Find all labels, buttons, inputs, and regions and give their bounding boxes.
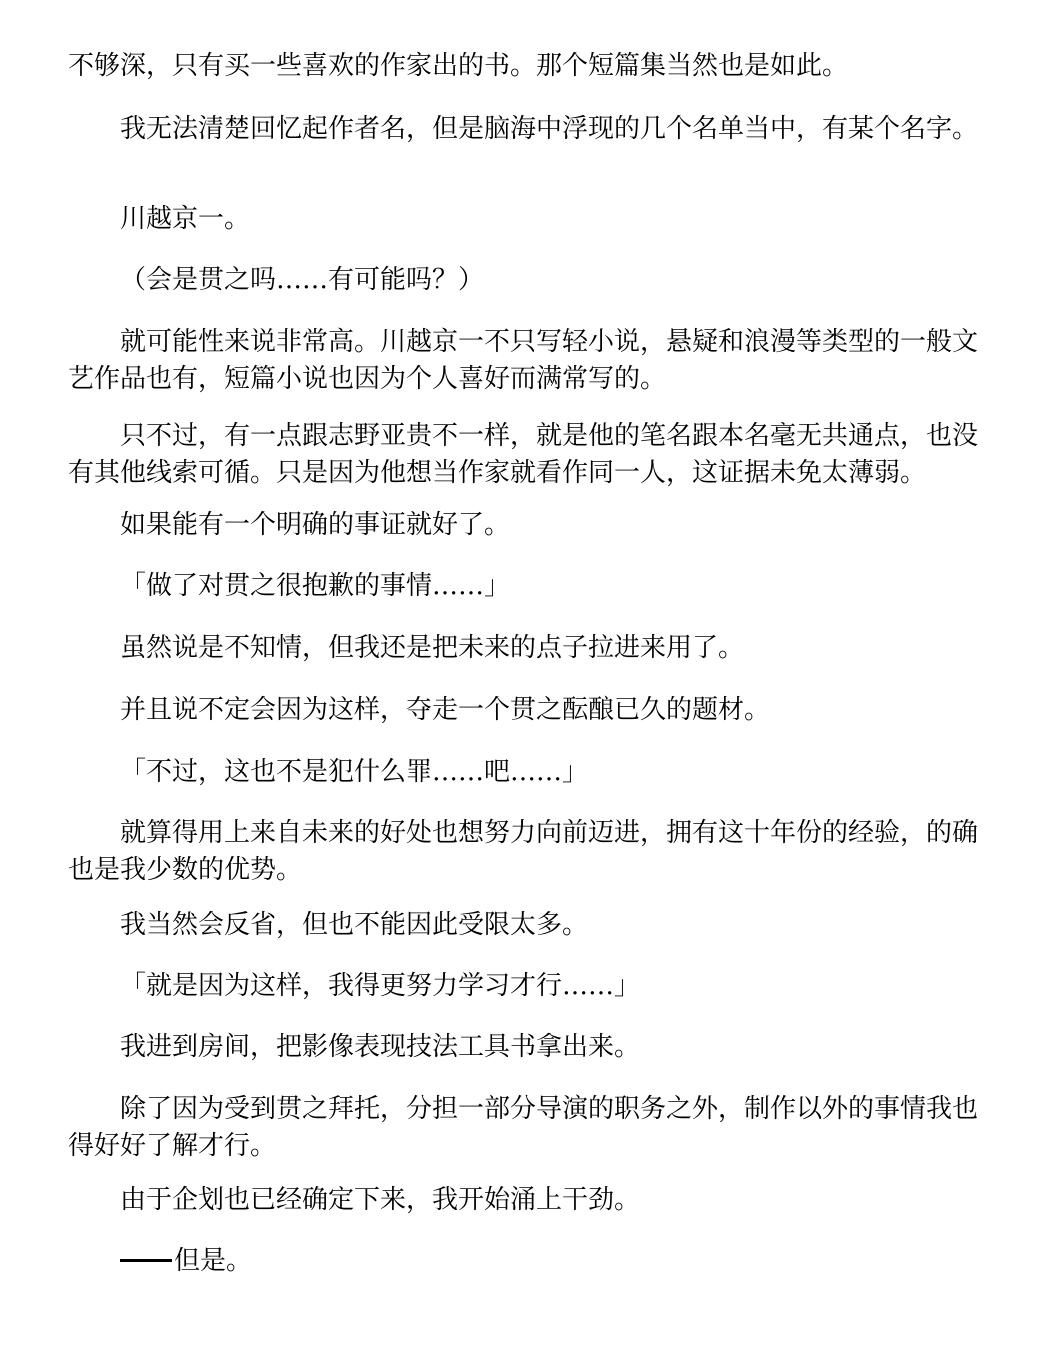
- paragraph-18: [68, 1243, 983, 1280]
- paragraph-14: 「就是因为这样，我得更努力学习才行……」: [120, 971, 641, 1001]
- paragraph-5: 就可能性来说非常高。川越京一不只写轻小说，悬疑和浪漫等类型的一般文艺作品也有，短篇小说也因为个人喜好而满常写的。: [68, 327, 979, 394]
- em-dash: [120, 1259, 172, 1262]
- paragraph-15: 我进到房间，把影像表现技法工具书拿出来。: [120, 1032, 641, 1062]
- paragraph-4: （会是贯之吗……有可能吗？）: [120, 265, 485, 295]
- paragraph-9: 虽然说是不知情，但我还是把未来的点子拉进来用了。: [120, 633, 745, 663]
- paragraph-8: 「做了对贯之很抱歉的事情……」: [120, 571, 511, 601]
- paragraph-13: 我当然会反省，但也不能因此受限太多。: [120, 910, 589, 940]
- paragraph-18-text: 但是。: [174, 1246, 253, 1276]
- paragraph-11: 「不过，这也不是犯什么罪……吧……」: [120, 757, 589, 787]
- paragraph-1: 不够深，只有买一些喜欢的作家出的书。那个短篇集当然也是如此。: [68, 51, 849, 81]
- paragraph-3: 川越京一。: [120, 204, 251, 234]
- paragraph-16: 除了因为受到贯之拜托，分担一部分导演的职务之外，制作以外的事情我也得好好了解才行。: [68, 1094, 979, 1161]
- paragraph-6: 只不过，有一点跟志野亚贵不一样，就是他的笔名跟本名毫无共通点，也没有其他线索可循。只是因为他想当作家就看作同一人，这证据未免太薄弱。: [68, 421, 979, 488]
- paragraph-7: 如果能有一个明确的事证就好了。: [120, 510, 511, 540]
- paragraph-10: 并且说不定会因为这样，夺走一个贯之酝酿已久的题材。: [120, 695, 771, 725]
- paragraph-17: 由于企划也已经确定下来，我开始涌上干劲。: [120, 1185, 641, 1215]
- paragraph-2: 我无法清楚回忆起作者名，但是脑海中浮现的几个名单当中，有某个名字。: [120, 114, 979, 144]
- paragraph-12: 就算得用上来自未来的好处也想努力向前迈进，拥有这十年份的经验，的确也是我少数的优势。: [68, 818, 979, 885]
